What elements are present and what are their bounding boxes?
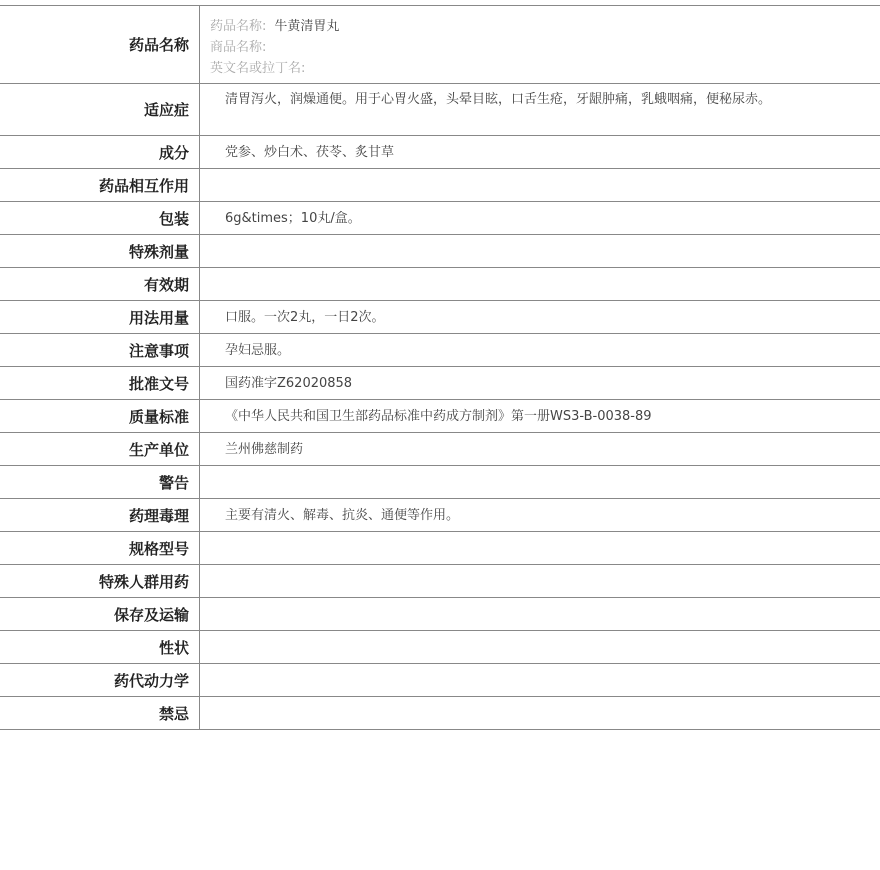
row-pharmacokinetics bbox=[0, 664, 880, 697]
row-special-dosage bbox=[0, 235, 880, 268]
row-label: 用法用量 bbox=[0, 301, 200, 333]
row-value bbox=[200, 598, 880, 630]
row-manufacturer bbox=[0, 433, 880, 466]
row-label: 特殊剂量 bbox=[0, 235, 200, 267]
row-interactions bbox=[0, 169, 880, 202]
row-label: 包装 bbox=[0, 202, 200, 234]
row-value: 清胃泻火，润燥通便。用于心胃火盛，头晕目眩，口舌生疮，牙龈肿痛，乳蛾咽痛，便秘尿赤。 bbox=[225, 92, 772, 107]
drug-name-block bbox=[200, 6, 339, 79]
row-label: 规格型号 bbox=[0, 532, 200, 564]
row-label: 适应症 bbox=[0, 84, 200, 135]
row-label: 药代动力学 bbox=[0, 664, 200, 696]
row-value: 主要有清火、解毒、抗炎、通便等作用。 bbox=[225, 507, 460, 523]
english-name-label: 英文名或拉丁名: bbox=[210, 61, 306, 76]
english-name-line bbox=[210, 58, 339, 79]
row-value: 党参、炒白术、茯苓、炙甘草 bbox=[225, 144, 395, 160]
row-label: 成分 bbox=[0, 136, 200, 168]
row-value: 口服。一次2丸，一日2次。 bbox=[225, 309, 385, 325]
row-special-populations bbox=[0, 565, 880, 598]
row-specification bbox=[0, 532, 880, 565]
trade-name-line bbox=[210, 37, 339, 58]
row-label: 特殊人群用药 bbox=[0, 565, 200, 597]
row-ingredients bbox=[0, 136, 880, 169]
row-value: 国药准字Z62020858 bbox=[225, 375, 353, 391]
generic-name-label: 药品名称: bbox=[210, 19, 267, 34]
row-quality-standard bbox=[0, 400, 880, 433]
row-value: 兰州佛慈制药 bbox=[225, 441, 304, 457]
row-approval-number bbox=[0, 367, 880, 400]
row-packaging bbox=[0, 202, 880, 235]
row-pharmacology bbox=[0, 499, 880, 532]
row-label: 生产单位 bbox=[0, 433, 200, 465]
row-label: 性状 bbox=[0, 631, 200, 663]
row-precautions bbox=[0, 334, 880, 367]
row-value bbox=[200, 565, 880, 597]
generic-name-value: 牛黄清胃丸 bbox=[274, 19, 340, 34]
row-label: 有效期 bbox=[0, 268, 200, 300]
generic-name-line bbox=[210, 16, 339, 37]
row-value bbox=[200, 235, 880, 267]
row-dosage bbox=[0, 301, 880, 334]
row-value: 孕妇忌服。 bbox=[225, 342, 291, 358]
row-label: 药品名称 bbox=[0, 6, 200, 83]
row-value: 6g&times；10丸/盒。 bbox=[225, 210, 361, 226]
row-value bbox=[200, 169, 880, 201]
row-value bbox=[200, 6, 880, 83]
row-label: 药理毒理 bbox=[0, 499, 200, 531]
row-value bbox=[200, 697, 880, 729]
row-value bbox=[200, 466, 880, 498]
row-value bbox=[200, 532, 880, 564]
row-label: 注意事项 bbox=[0, 334, 200, 366]
row-contraindications bbox=[0, 697, 880, 730]
row-label: 药品相互作用 bbox=[0, 169, 200, 201]
row-appearance bbox=[0, 631, 880, 664]
row-value bbox=[200, 631, 880, 663]
row-label: 保存及运输 bbox=[0, 598, 200, 630]
drug-info-table bbox=[0, 5, 880, 730]
row-indications bbox=[0, 84, 880, 136]
row-drug-name bbox=[0, 6, 880, 84]
row-value bbox=[200, 664, 880, 696]
row-warning bbox=[0, 466, 880, 499]
row-shelf-life bbox=[0, 268, 880, 301]
row-value: 《中华人民共和国卫生部药品标准中药成方制剂》第一册WS3-B-0038-89 bbox=[225, 408, 652, 424]
row-label: 质量标准 bbox=[0, 400, 200, 432]
row-value bbox=[200, 268, 880, 300]
row-label: 禁忌 bbox=[0, 697, 200, 729]
trade-name-label: 商品名称: bbox=[210, 40, 267, 55]
row-label: 警告 bbox=[0, 466, 200, 498]
row-storage bbox=[0, 598, 880, 631]
row-label: 批准文号 bbox=[0, 367, 200, 399]
